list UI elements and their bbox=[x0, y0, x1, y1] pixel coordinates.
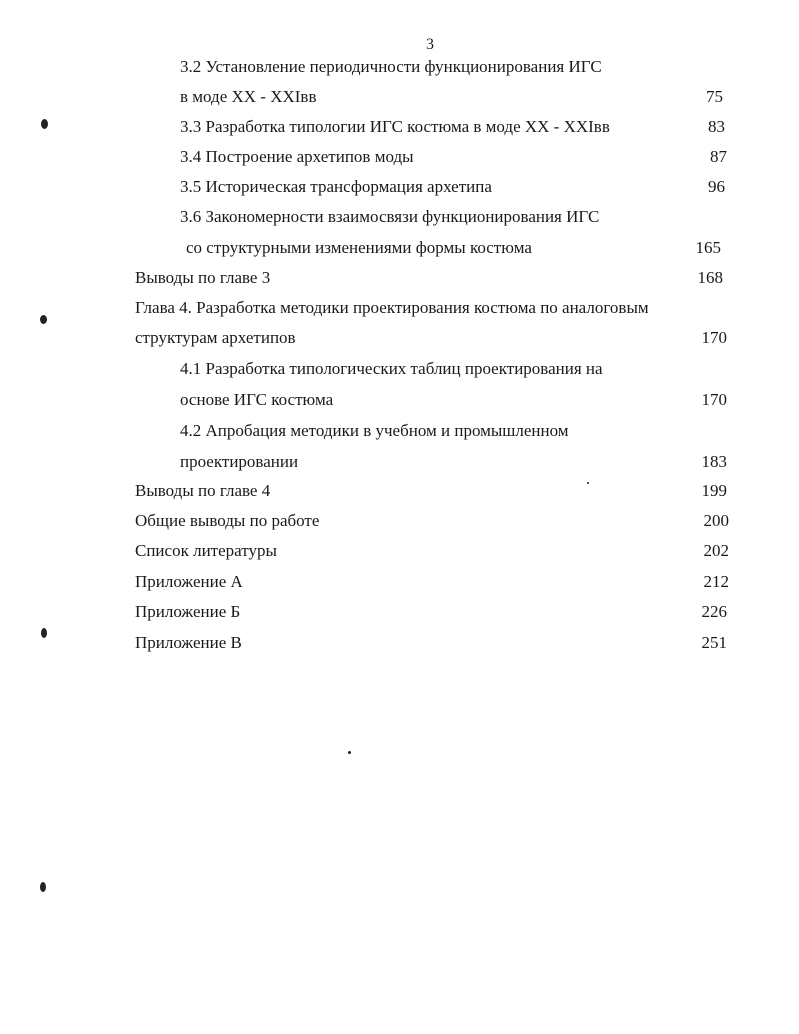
toc-page-4-1: 170 bbox=[701, 390, 727, 409]
toc-page-conclusions-4: 199 bbox=[701, 481, 727, 500]
toc-page-appendix-b: 226 bbox=[701, 602, 727, 621]
toc-entry-3-6-line1: 3.6 Закономерности взаимосвязи функционирования ИГС bbox=[180, 207, 600, 226]
toc-entry-conclusions-3: Выводы по главе 3 bbox=[135, 268, 271, 287]
toc-entry-appendix-v: Приложение В bbox=[135, 633, 242, 652]
toc-entry-3-3: 3.3 Разработка типологии ИГС костюма в моде XX - XXIвв bbox=[180, 117, 610, 136]
toc-page-conclusions-3: 168 bbox=[697, 268, 723, 287]
toc-entry-3-5: 3.5 Историческая трансформация архетипа bbox=[180, 177, 492, 196]
toc-page-appendix-a: 212 bbox=[703, 572, 729, 591]
binding-speck-1 bbox=[41, 119, 48, 129]
toc-entry-4-2-line2: проектировании bbox=[180, 452, 299, 471]
toc-page-4-2: 183 bbox=[701, 452, 727, 471]
toc-entry-appendix-b: Приложение Б bbox=[135, 602, 241, 621]
toc-entry-bibliography: Список литературы bbox=[135, 541, 277, 560]
toc-page-3-6: 165 bbox=[695, 238, 721, 257]
binding-speck-4 bbox=[40, 882, 46, 892]
binding-speck-2 bbox=[40, 315, 47, 324]
toc-page-3-5: 96 bbox=[708, 177, 725, 196]
toc-page-bibliography: 202 bbox=[703, 541, 729, 560]
toc-entry-general-conclusions: Общие выводы по работе bbox=[135, 511, 320, 530]
page-number: 3 bbox=[426, 36, 434, 53]
toc-page-3-2: 75 bbox=[706, 87, 723, 106]
toc-entry-chapter-4-line1: Глава 4. Разработка методики проектирования костюма по аналоговым bbox=[135, 298, 649, 317]
toc-entry-4-2-line1: 4.2 Апробация методики в учебном и промышленном bbox=[180, 421, 569, 440]
toc-entry-4-1-line1: 4.1 Разработка типологических таблиц проектирования на bbox=[180, 359, 603, 378]
toc-page-general-conclusions: 200 bbox=[703, 511, 729, 530]
toc-entry-appendix-a: Приложение А bbox=[135, 572, 243, 591]
toc-entry-3-6-line2: со структурными изменениями формы костюма bbox=[186, 238, 532, 257]
toc-entry-chapter-4-line2: структурам архетипов bbox=[135, 328, 296, 347]
scan-dust-speck-small bbox=[587, 482, 589, 484]
toc-entry-4-1-line2: основе ИГС костюма bbox=[180, 390, 334, 409]
toc-entry-3-4: 3.4 Построение архетипов моды bbox=[180, 147, 414, 166]
toc-entry-conclusions-4: Выводы по главе 4 bbox=[135, 481, 271, 500]
toc-page-3-4: 87 bbox=[710, 147, 727, 166]
binding-speck-3 bbox=[41, 628, 47, 638]
toc-entry-3-2-line1: 3.2 Установление периодичности функционирования ИГС bbox=[180, 57, 602, 76]
scan-dust-speck bbox=[348, 751, 351, 754]
toc-page-3-3: 83 bbox=[708, 117, 725, 136]
toc-entry-3-2-line2: в моде XX - XXIвв bbox=[180, 87, 317, 106]
toc-page-chapter-4: 170 bbox=[701, 328, 727, 347]
toc-page-appendix-v: 251 bbox=[701, 633, 727, 652]
